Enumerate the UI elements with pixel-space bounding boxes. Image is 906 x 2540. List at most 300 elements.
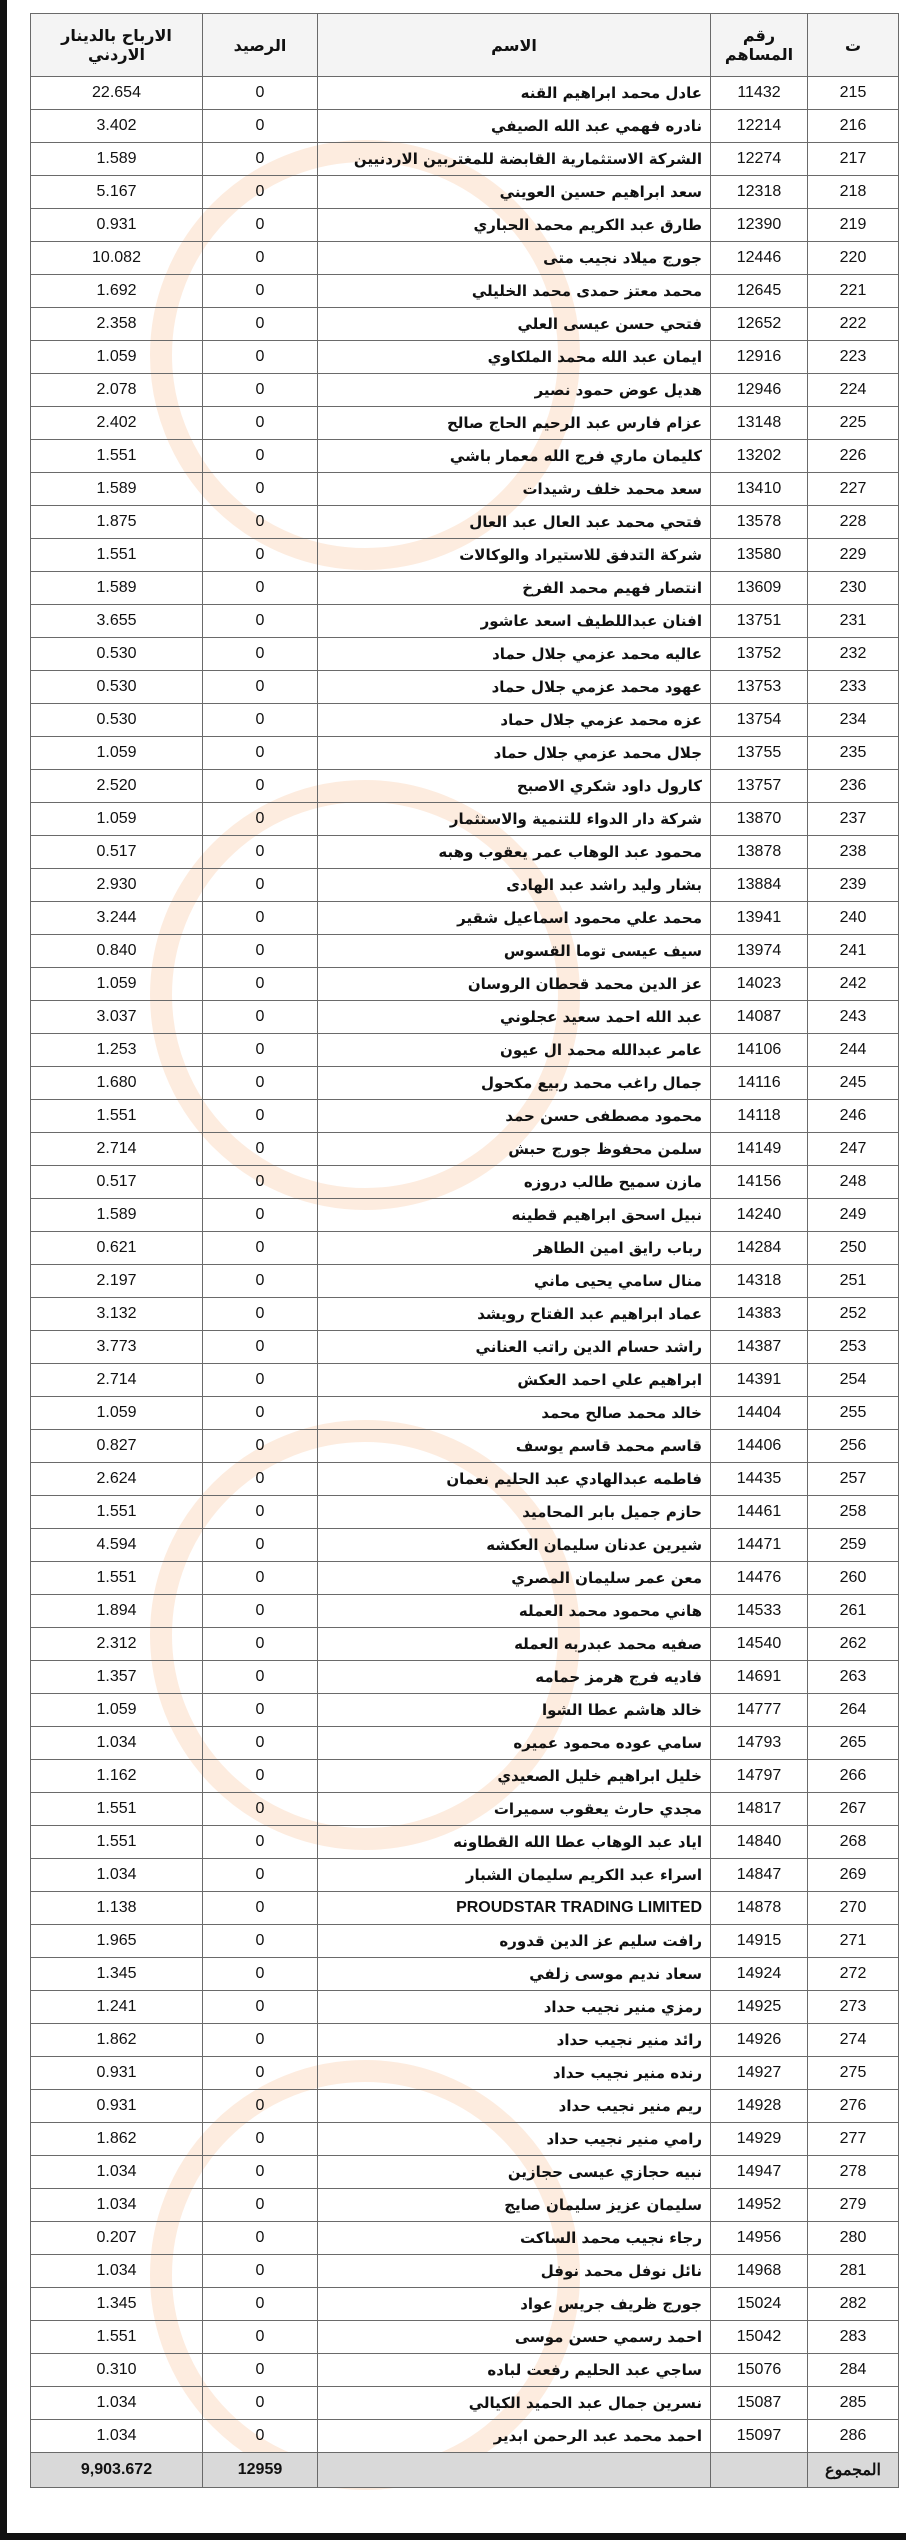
table-row [31, 77, 899, 110]
balance: 0 [203, 473, 318, 506]
balance: 0 [203, 2189, 318, 2222]
balance: 0 [203, 1364, 318, 1397]
profit: 0.931 [31, 2090, 203, 2123]
header-profit: الارباح بالدينار الاردني [31, 14, 203, 77]
shareholder-name: نائل نوفل محمد نوفل [318, 2255, 711, 2288]
balance: 0 [203, 110, 318, 143]
profit: 1.551 [31, 539, 203, 572]
profit: 1.551 [31, 440, 203, 473]
shareholder-number: 14915 [711, 1925, 808, 1958]
profit: 1.589 [31, 1199, 203, 1232]
shareholder-name: حازم جميل بابر المحاميد [318, 1496, 711, 1529]
profit: 0.207 [31, 2222, 203, 2255]
table-row [31, 2222, 899, 2255]
profit: 2.930 [31, 869, 203, 902]
profit: 1.241 [31, 1991, 203, 2024]
table-row [31, 1199, 899, 1232]
row-index: 233 [808, 671, 899, 704]
table-row [31, 1760, 899, 1793]
row-index: 251 [808, 1265, 899, 1298]
table-row [31, 506, 899, 539]
total-label: المجموع [808, 2453, 899, 2488]
shareholder-number: 13754 [711, 704, 808, 737]
shareholder-name: محمود مصطفى حسن حمد [318, 1100, 711, 1133]
shareholder-name: نادره فهمي عبد الله الصيفي [318, 110, 711, 143]
shareholder-name: عزام فارس عبد الرحيم الحاج صالح [318, 407, 711, 440]
balance: 0 [203, 572, 318, 605]
shareholder-name: كليمان ماري فرج الله معمار باشي [318, 440, 711, 473]
table-row [31, 1661, 899, 1694]
table-row [31, 1001, 899, 1034]
table-row [31, 176, 899, 209]
row-index: 220 [808, 242, 899, 275]
table-row [31, 1793, 899, 1826]
balance: 0 [203, 869, 318, 902]
balance: 0 [203, 176, 318, 209]
table-row [31, 605, 899, 638]
table-row [31, 1100, 899, 1133]
shareholder-name: فاديه فرج هرمز حمامه [318, 1661, 711, 1694]
shareholder-name: عماد ابراهيم عبد الفتاح رويشد [318, 1298, 711, 1331]
balance: 0 [203, 1100, 318, 1133]
profit: 1.059 [31, 341, 203, 374]
row-index: 236 [808, 770, 899, 803]
shareholder-number: 15076 [711, 2354, 808, 2387]
table-row [31, 374, 899, 407]
profit: 1.589 [31, 572, 203, 605]
balance: 0 [203, 143, 318, 176]
shareholder-name: قاسم محمد قاسم يوسف [318, 1430, 711, 1463]
profit: 2.714 [31, 1133, 203, 1166]
shareholder-name: جورج ميلاد نجيب متى [318, 242, 711, 275]
shareholder-name: منال سامي يحيى ماني [318, 1265, 711, 1298]
shareholder-number: 13757 [711, 770, 808, 803]
balance: 0 [203, 1793, 318, 1826]
profit: 1.034 [31, 1727, 203, 1760]
shareholder-name: فاطمه عبدالهادي عبد الحليم نعمان [318, 1463, 711, 1496]
table-row [31, 1166, 899, 1199]
table-row [31, 2387, 899, 2420]
shareholder-name: PROUDSTAR TRADING LIMITED [318, 1892, 711, 1925]
shareholder-name: كارول داود شكري الاصبح [318, 770, 711, 803]
shareholder-number: 12645 [711, 275, 808, 308]
table-row [31, 1397, 899, 1430]
shareholder-name: سامي عوده محمود عميره [318, 1727, 711, 1760]
row-index: 249 [808, 1199, 899, 1232]
profit: 1.034 [31, 2189, 203, 2222]
balance: 0 [203, 968, 318, 1001]
balance: 0 [203, 638, 318, 671]
table-row [31, 902, 899, 935]
frame-border-bottom [0, 2533, 906, 2540]
shareholders-table [30, 13, 899, 2488]
table-row [31, 2321, 899, 2354]
header-balance: الرصيد [203, 14, 318, 77]
profit: 0.530 [31, 638, 203, 671]
table-row [31, 1562, 899, 1595]
balance: 0 [203, 2321, 318, 2354]
shareholder-name: رائد منير نجيب حداد [318, 2024, 711, 2057]
shareholder-name: اسراء عبد الكريم سليمان الشبار [318, 1859, 711, 1892]
row-index: 264 [808, 1694, 899, 1727]
row-index: 272 [808, 1958, 899, 1991]
profit: 3.655 [31, 605, 203, 638]
shareholder-number: 14925 [711, 1991, 808, 2024]
shareholder-name: رافت سليم عز الدين قدوره [318, 1925, 711, 1958]
shareholder-name: مجدي حارث يعقوب سميرات [318, 1793, 711, 1826]
balance: 0 [203, 1661, 318, 1694]
balance: 0 [203, 770, 318, 803]
shareholder-name: مازن سميح طالب دروزه [318, 1166, 711, 1199]
row-index: 216 [808, 110, 899, 143]
shareholder-name: خالد هاشم عطا الشوا [318, 1694, 711, 1727]
balance: 0 [203, 374, 318, 407]
row-index: 237 [808, 803, 899, 836]
balance: 0 [203, 1991, 318, 2024]
balance: 0 [203, 2387, 318, 2420]
shareholder-name: عادل محمد ابراهيم القنه [318, 77, 711, 110]
shareholder-number: 14927 [711, 2057, 808, 2090]
shareholder-number: 13755 [711, 737, 808, 770]
shareholder-number: 13410 [711, 473, 808, 506]
shareholder-number: 14691 [711, 1661, 808, 1694]
profit: 10.082 [31, 242, 203, 275]
shareholder-number: 14928 [711, 2090, 808, 2123]
table-row [31, 737, 899, 770]
shareholder-number: 13580 [711, 539, 808, 572]
shareholder-number: 13974 [711, 935, 808, 968]
balance: 0 [203, 242, 318, 275]
profit: 2.520 [31, 770, 203, 803]
balance: 0 [203, 704, 318, 737]
balance: 0 [203, 2024, 318, 2057]
balance: 0 [203, 1166, 318, 1199]
balance: 0 [203, 1958, 318, 1991]
table-row [31, 968, 899, 1001]
table-row [31, 2090, 899, 2123]
table-row [31, 2057, 899, 2090]
shareholder-number: 12652 [711, 308, 808, 341]
balance: 0 [203, 2090, 318, 2123]
shareholder-name: رامي منير نجيب حداد [318, 2123, 711, 2156]
shareholder-number: 14476 [711, 1562, 808, 1595]
balance: 0 [203, 1892, 318, 1925]
shareholder-name: سعد محمد خلف رشيدات [318, 473, 711, 506]
table-row [31, 836, 899, 869]
balance: 0 [203, 1529, 318, 1562]
shareholder-number: 12390 [711, 209, 808, 242]
row-index: 283 [808, 2321, 899, 2354]
shareholder-number: 12274 [711, 143, 808, 176]
shareholder-name: نبيه حجازي عيسى حجازين [318, 2156, 711, 2189]
shareholder-number: 14956 [711, 2222, 808, 2255]
table-row [31, 110, 899, 143]
profit: 0.931 [31, 209, 203, 242]
shareholder-name: رباب رايق امين الطاهر [318, 1232, 711, 1265]
row-index: 266 [808, 1760, 899, 1793]
profit: 2.197 [31, 1265, 203, 1298]
shareholder-number: 12446 [711, 242, 808, 275]
balance: 0 [203, 407, 318, 440]
row-index: 254 [808, 1364, 899, 1397]
row-index: 226 [808, 440, 899, 473]
balance: 0 [203, 2222, 318, 2255]
row-index: 235 [808, 737, 899, 770]
shareholder-name: ابراهيم علي احمد العكش [318, 1364, 711, 1397]
profit: 2.078 [31, 374, 203, 407]
balance: 0 [203, 1463, 318, 1496]
balance: 0 [203, 440, 318, 473]
profit: 3.244 [31, 902, 203, 935]
shareholder-name: محمود عبد الوهاب عمر يعقوب وهبه [318, 836, 711, 869]
row-index: 230 [808, 572, 899, 605]
shareholder-number: 12214 [711, 110, 808, 143]
table-row [31, 572, 899, 605]
profit: 2.312 [31, 1628, 203, 1661]
balance: 0 [203, 2420, 318, 2453]
shareholder-name: فتحي حسن عيسى العلي [318, 308, 711, 341]
total-profit: 9,903.672 [31, 2453, 203, 2488]
table-row [31, 2024, 899, 2057]
balance: 0 [203, 2057, 318, 2090]
profit: 1.680 [31, 1067, 203, 1100]
shareholder-number: 13609 [711, 572, 808, 605]
table-row [31, 638, 899, 671]
balance: 0 [203, 2288, 318, 2321]
shareholder-name: الشركة الاستثمارية القابضة للمغتربين الاردنيين [318, 143, 711, 176]
shareholder-number: 14926 [711, 2024, 808, 2057]
shareholder-name: جورج ظريف جريس عواد [318, 2288, 711, 2321]
shareholder-name: انتصار فهيم محمد الفرخ [318, 572, 711, 605]
table-row [31, 473, 899, 506]
shareholder-name: شركة التدفق للاستيراد والوكالات [318, 539, 711, 572]
row-index: 218 [808, 176, 899, 209]
shareholder-name: رجاء نجيب محمد الساكت [318, 2222, 711, 2255]
profit: 1.862 [31, 2024, 203, 2057]
row-index: 238 [808, 836, 899, 869]
table-row [31, 1034, 899, 1067]
shareholder-number: 15097 [711, 2420, 808, 2453]
table-row [31, 1991, 899, 2024]
profit: 0.840 [31, 935, 203, 968]
row-index: 215 [808, 77, 899, 110]
balance: 0 [203, 836, 318, 869]
profit: 0.931 [31, 2057, 203, 2090]
balance: 0 [203, 737, 318, 770]
shareholder-name: عبد الله احمد سعيد عجلوني [318, 1001, 711, 1034]
profit: 0.530 [31, 704, 203, 737]
balance: 0 [203, 1133, 318, 1166]
profit: 1.862 [31, 2123, 203, 2156]
table-row [31, 1133, 899, 1166]
table-row [31, 2288, 899, 2321]
profit: 5.167 [31, 176, 203, 209]
shareholder-number: 14533 [711, 1595, 808, 1628]
balance: 0 [203, 1232, 318, 1265]
table-row [31, 1958, 899, 1991]
shareholder-number: 14952 [711, 2189, 808, 2222]
profit: 22.654 [31, 77, 203, 110]
shareholder-number: 14878 [711, 1892, 808, 1925]
row-index: 262 [808, 1628, 899, 1661]
row-index: 219 [808, 209, 899, 242]
balance: 0 [203, 209, 318, 242]
balance: 0 [203, 77, 318, 110]
table-row [31, 1298, 899, 1331]
profit: 0.517 [31, 1166, 203, 1199]
balance: 0 [203, 1727, 318, 1760]
profit: 1.965 [31, 1925, 203, 1958]
row-index: 259 [808, 1529, 899, 1562]
profit: 1.034 [31, 2255, 203, 2288]
total-row [31, 2453, 899, 2488]
balance: 0 [203, 1826, 318, 1859]
table-row [31, 704, 899, 737]
balance: 0 [203, 1595, 318, 1628]
shareholder-name: سليمان عزيز سليمان صايج [318, 2189, 711, 2222]
row-index: 222 [808, 308, 899, 341]
shareholder-name: نسرين جمال عبد الحميد الكيالي [318, 2387, 711, 2420]
balance: 0 [203, 1298, 318, 1331]
row-index: 277 [808, 2123, 899, 2156]
shareholder-number: 14284 [711, 1232, 808, 1265]
profit: 0.827 [31, 1430, 203, 1463]
header-name: الاسم [318, 14, 711, 77]
shareholder-name: خالد محمد صالح محمد [318, 1397, 711, 1430]
shareholder-number: 14116 [711, 1067, 808, 1100]
shareholder-name: رنده منير نجيب حداد [318, 2057, 711, 2090]
shareholder-number: 15042 [711, 2321, 808, 2354]
table-row [31, 1529, 899, 1562]
row-index: 270 [808, 1892, 899, 1925]
row-index: 269 [808, 1859, 899, 1892]
row-index: 252 [808, 1298, 899, 1331]
balance: 0 [203, 308, 318, 341]
row-index: 244 [808, 1034, 899, 1067]
balance: 0 [203, 671, 318, 704]
header-shareholder-no: رقم المساهم [711, 14, 808, 77]
shareholder-name: سعد ابراهيم حسين العويني [318, 176, 711, 209]
shareholder-name: عزه محمد عزمي جلال حماد [318, 704, 711, 737]
row-index: 282 [808, 2288, 899, 2321]
row-index: 255 [808, 1397, 899, 1430]
row-index: 239 [808, 869, 899, 902]
table-row [31, 407, 899, 440]
table-row [31, 2189, 899, 2222]
table-row [31, 803, 899, 836]
row-index: 246 [808, 1100, 899, 1133]
shareholder-number: 14149 [711, 1133, 808, 1166]
row-index: 280 [808, 2222, 899, 2255]
row-index: 227 [808, 473, 899, 506]
total-balance: 12959 [203, 2453, 318, 2488]
row-index: 286 [808, 2420, 899, 2453]
profit: 1.034 [31, 2156, 203, 2189]
shareholder-number: 11432 [711, 77, 808, 110]
profit: 3.037 [31, 1001, 203, 1034]
shareholder-number: 14840 [711, 1826, 808, 1859]
shareholder-number: 13878 [711, 836, 808, 869]
shareholder-name: افنان عبداللطيف اسعد عاشور [318, 605, 711, 638]
shareholder-number: 14387 [711, 1331, 808, 1364]
balance: 0 [203, 1001, 318, 1034]
row-index: 265 [808, 1727, 899, 1760]
row-index: 248 [808, 1166, 899, 1199]
row-index: 274 [808, 2024, 899, 2057]
balance: 0 [203, 1859, 318, 1892]
balance: 0 [203, 1430, 318, 1463]
balance: 0 [203, 935, 318, 968]
shareholder-name: محمد معتز حمدى محمد الخليلي [318, 275, 711, 308]
shareholder-number: 13202 [711, 440, 808, 473]
balance: 0 [203, 2156, 318, 2189]
shareholder-number: 15087 [711, 2387, 808, 2420]
shareholder-number: 13752 [711, 638, 808, 671]
shareholder-name: طارق عبد الكريم محمد الحباري [318, 209, 711, 242]
shareholder-name: نبيل اسحق ابراهيم قطينه [318, 1199, 711, 1232]
profit: 0.310 [31, 2354, 203, 2387]
shareholder-number: 12946 [711, 374, 808, 407]
row-index: 232 [808, 638, 899, 671]
shareholder-number: 13870 [711, 803, 808, 836]
shareholder-number: 14947 [711, 2156, 808, 2189]
shareholder-number: 14777 [711, 1694, 808, 1727]
balance: 0 [203, 1199, 318, 1232]
table-row [31, 2420, 899, 2453]
shareholder-number: 13148 [711, 407, 808, 440]
row-index: 267 [808, 1793, 899, 1826]
table-row [31, 1925, 899, 1958]
table-row [31, 2255, 899, 2288]
row-index: 243 [808, 1001, 899, 1034]
table-row [31, 209, 899, 242]
balance: 0 [203, 1331, 318, 1364]
profit: 1.059 [31, 1397, 203, 1430]
profit: 3.402 [31, 110, 203, 143]
profit: 1.692 [31, 275, 203, 308]
balance: 0 [203, 2123, 318, 2156]
shareholder-number: 15024 [711, 2288, 808, 2321]
table-row [31, 1430, 899, 1463]
profit: 1.357 [31, 1661, 203, 1694]
balance: 0 [203, 902, 318, 935]
profit: 1.875 [31, 506, 203, 539]
shareholder-number: 14817 [711, 1793, 808, 1826]
shareholder-name: راشد حسام الدين راتب العناني [318, 1331, 711, 1364]
profit: 2.358 [31, 308, 203, 341]
balance: 0 [203, 1628, 318, 1661]
profit: 1.551 [31, 1496, 203, 1529]
balance: 0 [203, 803, 318, 836]
balance: 0 [203, 1034, 318, 1067]
shareholder-number: 14240 [711, 1199, 808, 1232]
row-index: 234 [808, 704, 899, 737]
table-row [31, 242, 899, 275]
shareholder-number: 14847 [711, 1859, 808, 1892]
table-row [31, 1694, 899, 1727]
row-index: 258 [808, 1496, 899, 1529]
row-index: 223 [808, 341, 899, 374]
shareholder-name: شركة دار الدواء للتنمية والاستثمار [318, 803, 711, 836]
profit: 2.624 [31, 1463, 203, 1496]
shareholder-name: ساجي عبد الحليم رفعت لباده [318, 2354, 711, 2387]
shareholder-number: 14318 [711, 1265, 808, 1298]
row-index: 241 [808, 935, 899, 968]
table-row [31, 935, 899, 968]
profit: 0.621 [31, 1232, 203, 1265]
table-row [31, 143, 899, 176]
table-row [31, 440, 899, 473]
